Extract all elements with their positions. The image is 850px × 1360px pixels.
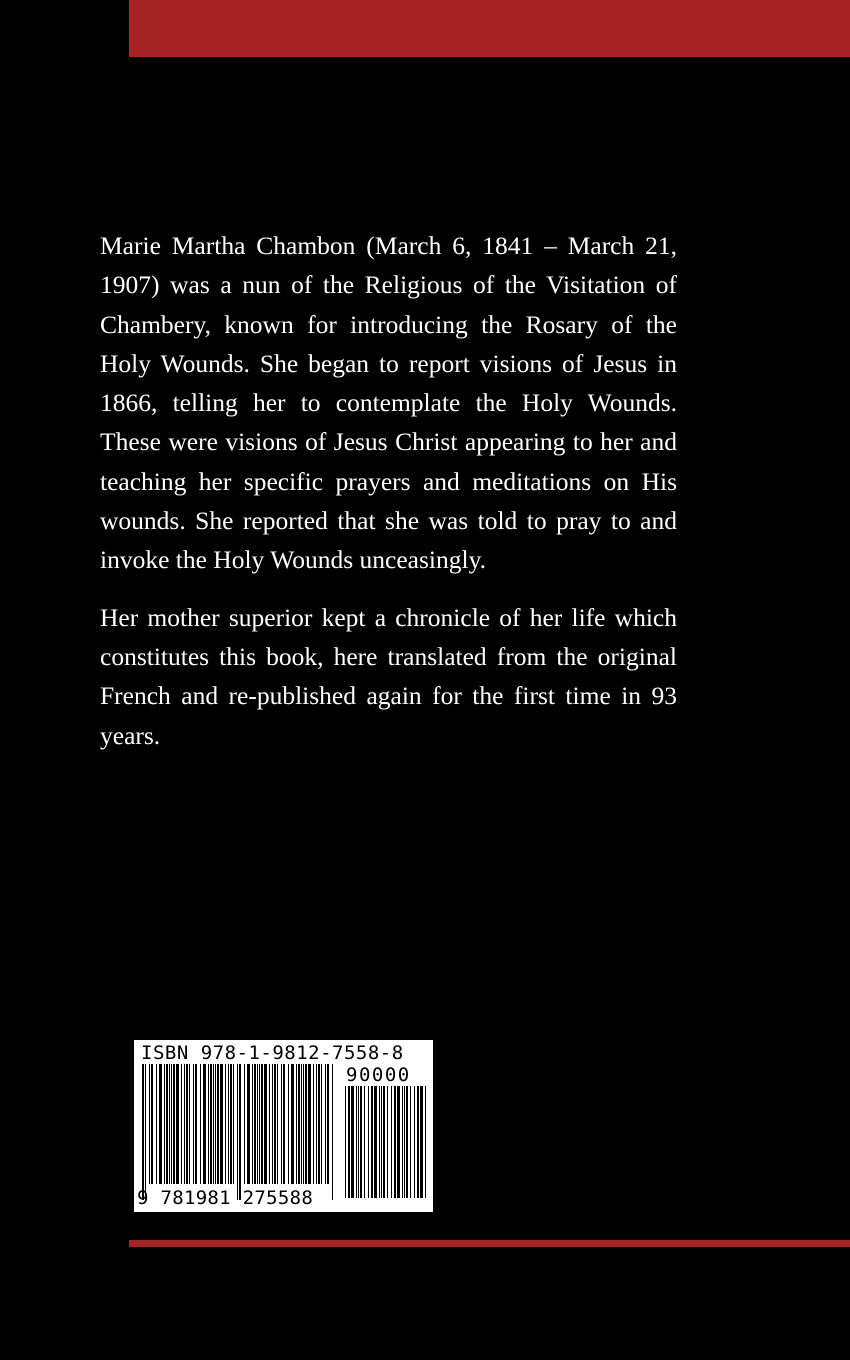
barcode-bar <box>233 1064 234 1184</box>
barcode-bar <box>283 1064 285 1184</box>
barcode-bar <box>313 1064 314 1184</box>
barcode-main-bars <box>140 1064 336 1202</box>
barcode-bar <box>181 1064 182 1184</box>
barcode-addon-bar <box>406 1086 408 1198</box>
barcode-bar <box>225 1064 226 1184</box>
barcode-bar <box>169 1064 170 1184</box>
barcode-addon-bar <box>414 1086 415 1198</box>
barcode-bar <box>156 1064 157 1184</box>
barcode-bar <box>316 1064 317 1184</box>
barcode-bar <box>296 1064 297 1184</box>
barcode-bar <box>261 1064 263 1184</box>
barcode-bar <box>186 1064 188 1184</box>
back-cover-blurb <box>100 226 677 773</box>
barcode-bar <box>145 1064 146 1200</box>
barcode-bar <box>303 1064 304 1184</box>
barcode-addon-bar <box>381 1086 382 1198</box>
barcode-bar <box>291 1064 294 1184</box>
barcode-bar <box>272 1064 273 1184</box>
barcode-bar <box>228 1064 229 1184</box>
barcode-bar <box>277 1064 278 1184</box>
barcode-bar <box>298 1064 300 1184</box>
barcode-bar <box>247 1064 250 1184</box>
barcode-bar <box>305 1064 307 1184</box>
barcode-bar <box>173 1064 175 1184</box>
barcode-addon-bar <box>394 1086 396 1198</box>
barcode-bar <box>325 1064 326 1184</box>
barcode-bar <box>318 1064 320 1184</box>
barcode-bar <box>254 1064 256 1184</box>
barcode-digits: 9 781981 275588 <box>137 1187 314 1209</box>
barcode-bar <box>164 1064 165 1184</box>
barcode-bar <box>171 1064 172 1184</box>
barcode-addon-bar <box>387 1086 388 1198</box>
barcode-bar <box>208 1064 209 1184</box>
barcode-bar <box>332 1064 333 1200</box>
barcode-bar <box>215 1064 216 1184</box>
barcode-bar <box>200 1064 201 1184</box>
barcode-bar <box>220 1064 223 1184</box>
barcode-bar <box>269 1064 270 1184</box>
barcode-addon-bars <box>344 1086 428 1200</box>
barcode-addon-bar <box>351 1086 354 1198</box>
barcode-addon-bar <box>374 1086 377 1198</box>
barcode-addon-bar <box>364 1086 365 1198</box>
barcode-addon-bar <box>397 1086 400 1198</box>
barcode-bar <box>193 1064 194 1184</box>
barcode-addon-bar <box>391 1086 392 1198</box>
isbn-label: ISBN 978-1-9812-7558-8 <box>141 1042 404 1064</box>
barcode-bar <box>252 1064 253 1184</box>
barcode-addon-bar <box>383 1086 385 1198</box>
bottom-red-line <box>129 1240 850 1247</box>
barcode-addon-bar <box>425 1086 426 1198</box>
barcode-bar <box>210 1064 212 1184</box>
barcode-bar <box>244 1064 245 1184</box>
barcode-bar <box>149 1064 150 1184</box>
isbn-barcode <box>134 1040 433 1212</box>
barcode-addon-bar <box>356 1086 357 1198</box>
barcode-bar <box>321 1064 322 1184</box>
barcode-bar <box>288 1064 289 1184</box>
barcode-bar <box>264 1064 267 1184</box>
barcode-addon-bar <box>348 1086 350 1198</box>
barcode-bar <box>159 1064 162 1184</box>
blurb-paragraph-2: Her mother superior kept a chronicle of her life which constitutes this book, here translated from the original French and re-published again for the first time in 93 years. <box>100 602 677 750</box>
barcode-bar <box>142 1064 144 1200</box>
barcode-bar <box>195 1064 197 1184</box>
barcode-bar <box>230 1064 232 1184</box>
barcode-bar <box>189 1064 190 1184</box>
barcode-addon-bar <box>379 1086 380 1198</box>
barcode-bar <box>281 1064 282 1184</box>
blurb-paragraph-1: Marie Martha Chambon (March 6, 1841 – March 21, 1907) was a nun of the Religious of the Visitation of Chambery, known for introducing the Rosary of the Holy Wounds. She began to report visions of Jesus in 1866, telling her to contemplate the Holy Wounds. These were visions of Jesus Christ appearing to her and teaching her specific prayers and meditations on His wounds. She reported that she was told to pray to and invoke the Holy Wounds unceasingly. <box>100 231 677 575</box>
barcode-addon-bar <box>410 1086 411 1198</box>
barcode-addon-bar <box>404 1086 405 1198</box>
barcode-bar <box>213 1064 214 1184</box>
barcode-bar <box>308 1064 311 1184</box>
barcode-addon-bar <box>371 1086 373 1198</box>
barcode-bar <box>166 1064 168 1184</box>
price-code: 90000 <box>346 1064 411 1086</box>
barcode-addon-bar <box>358 1086 359 1198</box>
barcode-addon-bar <box>368 1086 369 1198</box>
barcode-bar <box>203 1064 206 1184</box>
top-red-band <box>129 0 850 57</box>
barcode-addon-bar <box>402 1086 403 1198</box>
barcode-bar <box>176 1064 179 1184</box>
barcode-bar <box>301 1064 302 1184</box>
barcode-addon-bar <box>420 1086 423 1198</box>
barcode-bar <box>274 1064 276 1184</box>
barcode-bar <box>239 1064 241 1200</box>
barcode-bar <box>184 1064 185 1184</box>
barcode-bar <box>237 1064 238 1200</box>
barcode-bar <box>327 1064 329 1184</box>
barcode-bar <box>217 1064 219 1184</box>
barcode-addon-bar <box>345 1086 346 1198</box>
barcode-bar <box>259 1064 260 1184</box>
barcode-addon-bar <box>360 1086 362 1198</box>
barcode-addon-bar <box>417 1086 419 1198</box>
barcode-bar <box>257 1064 258 1184</box>
barcode-bar <box>151 1064 153 1184</box>
